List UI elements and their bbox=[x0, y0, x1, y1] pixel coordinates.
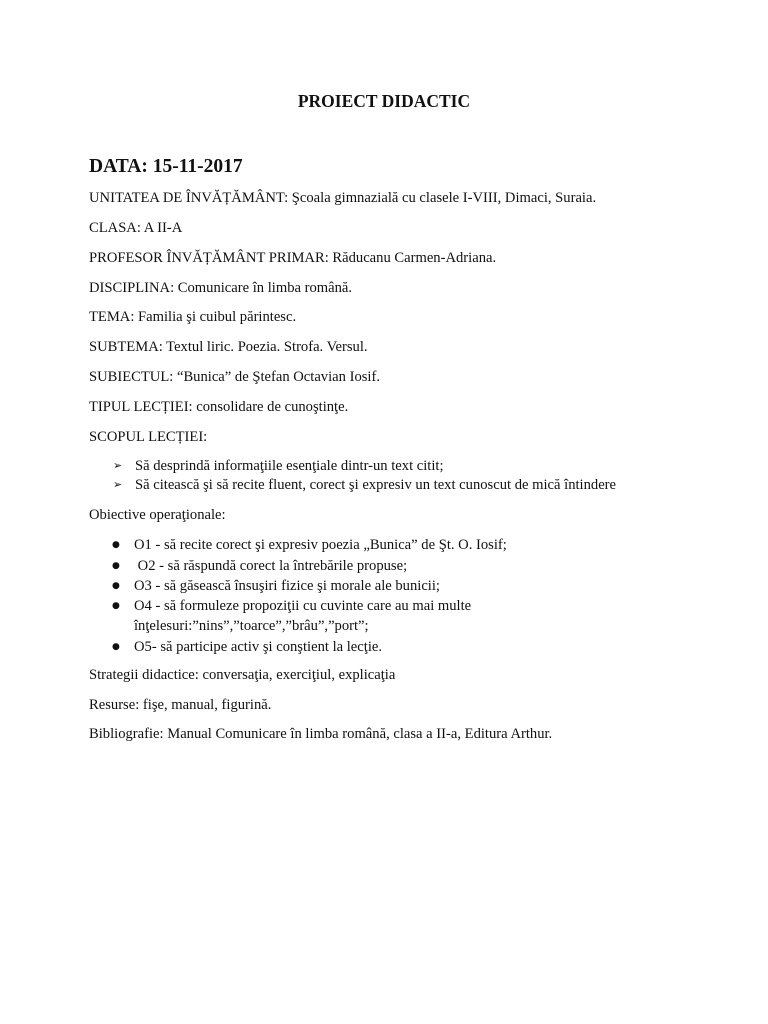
scopul-item bbox=[113, 456, 444, 476]
obiectiv-text: O5- să participe activ şi conştient la lecţie. bbox=[134, 639, 383, 655]
obiectiv-text: O3 - să găsească însuşiri fizice şi morale ale bunicii; bbox=[134, 578, 440, 594]
scopul-item bbox=[113, 475, 616, 495]
dot-bullet-icon: ● bbox=[112, 601, 120, 611]
obiectiv-item bbox=[112, 556, 407, 576]
clasa-line: CLASA: A II-A bbox=[89, 220, 183, 236]
subiectul-line: SUBIECTUL: “Bunica” de Ştefan Octavian Iosif. bbox=[89, 369, 380, 385]
obiectiv-item bbox=[112, 576, 440, 596]
scopul-heading: SCOPUL LECȚIEI: bbox=[89, 429, 208, 445]
bibliografie-line: Bibliografie: Manual Comunicare în limba română, clasa a II-a, Editura Arthur. bbox=[89, 726, 553, 742]
obiectiv-text: O1 - să recite corect şi expresiv poezia „Bunica” de Şt. O. Iosif; bbox=[134, 537, 507, 553]
obiectiv-item bbox=[112, 637, 382, 657]
tema-line: TEMA: Familia şi cuibul părintesc. bbox=[89, 309, 297, 325]
obiective-heading: Obiective operaţionale: bbox=[89, 507, 226, 523]
profesor-line: PROFESOR ÎNVĂȚĂMÂNT PRIMAR: Răducanu Carmen-Adriana. bbox=[89, 250, 497, 266]
scopul-item-text: Să citească şi să recite fluent, corect şi expresiv un text cunoscut de mică întindere bbox=[135, 477, 617, 493]
document-title: PROIECT DIDACTIC bbox=[297, 91, 471, 111]
obiectiv-text: O4 - să formuleze propoziţii cu cuvinte care au mai multe bbox=[134, 598, 472, 614]
arrow-bullet-icon: ➢ bbox=[113, 459, 123, 472]
disciplina-line: DISCIPLINA: Comunicare în limba română. bbox=[89, 280, 353, 296]
strategii-line: Strategii didactice: conversaţia, exerciţiul, explicaţia bbox=[89, 667, 396, 683]
dot-bullet-icon: ● bbox=[112, 561, 120, 571]
dot-bullet-icon: ● bbox=[112, 642, 120, 652]
arrow-bullet-icon: ➢ bbox=[113, 478, 123, 491]
resurse-line: Resurse: fişe, manual, figurină. bbox=[89, 697, 272, 713]
tipul-line: TIPUL LECȚIEI: consolidare de cunoştinţe. bbox=[89, 399, 349, 415]
dot-bullet-icon: ● bbox=[112, 581, 120, 591]
obiectiv-item bbox=[112, 596, 471, 636]
obiectiv-text: O2 - să răspundă corect la întrebările propuse; bbox=[134, 558, 408, 574]
unitatea-line: UNITATEA DE ÎNVĂȚĂMÂNT: Şcoala gimnazială cu clasele I-VIII, Dimaci, Suraia. bbox=[89, 190, 597, 206]
obiectiv-item bbox=[112, 535, 507, 555]
scopul-item-text: Să desprindă informaţiile esenţiale dintr-un text citit; bbox=[135, 458, 444, 474]
dot-bullet-icon: ● bbox=[112, 540, 120, 550]
obiectiv-text-continued: înţelesuri:”nins”,”toarce”,”brâu”,”port”; bbox=[134, 618, 369, 634]
subtema-line: SUBTEMA: Textul liric. Poezia. Strofa. Versul. bbox=[89, 339, 368, 355]
date-line: DATA: 15-11-2017 bbox=[89, 156, 243, 177]
